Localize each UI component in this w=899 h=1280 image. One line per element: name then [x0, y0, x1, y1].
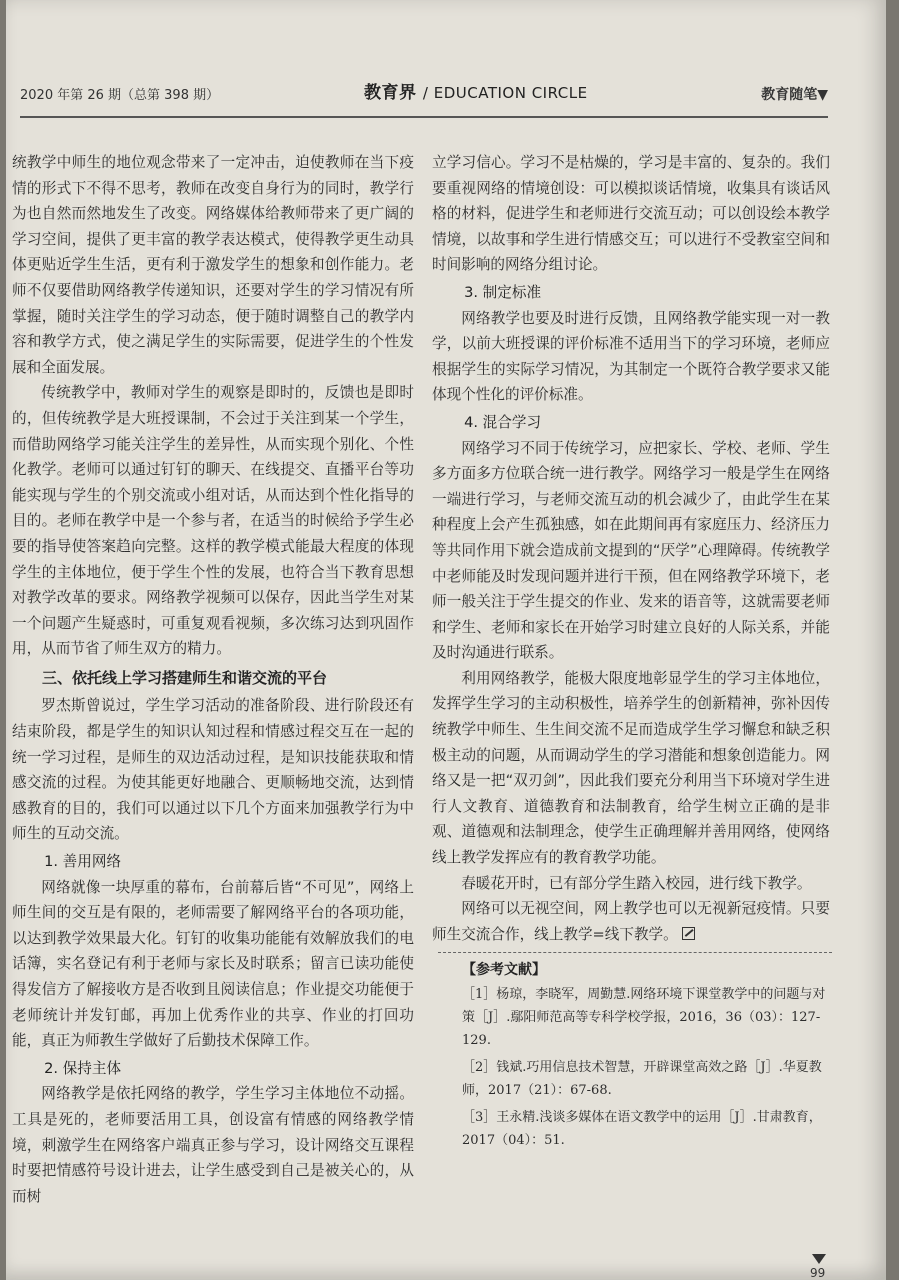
subsection-heading: 1. 善用网络	[44, 853, 122, 871]
subsection-heading: 4. 混合学习	[464, 413, 542, 431]
paragraph	[432, 896, 830, 947]
page-number: 99	[810, 1266, 826, 1280]
header-divider	[20, 116, 828, 118]
paragraph: 立学习信心。学习不是枯燥的，学习是丰富的、复杂的。我们要重视网络的情境创设：可以模拟谈话情境，收集具有谈话风格的材料，促进学生和老师进行交流互动；可以创设绘本教学情境，以故事和学生进行情感交互；可以进行不受教室空间和时间影响的网络分组讨论。	[432, 154, 830, 274]
paragraph: 罗杰斯曾说过，学生学习活动的准备阶段、进行阶段还有结束阶段，都是学生的知识认知过程和情感过程交互在一起的统一学习过程，是师生的双边活动过程，是知识技能获取和情感交流的过程。为使其能更好地融合、更顺畅地交流，达到情感教育的目的，我们可以通过以下几个方面来加强教学行为中师生的互动交流。	[12, 697, 414, 843]
paragraph: 网络就像一块厚重的幕布，台前幕后皆“不可见”，网络上师生间的交互是有限的，老师需要了解网络平台的各项功能，以达到教学效果最大化。钉钉的收集功能能有效解放我们的电话簿，实名登记有利于老师与家长及时联系；留言已读功能使得发信方了解接收方是否收到且阅读信息；作业提交功能便于老师统计并发钉邮，再加上优秀作业的共享、作业的打回功能，真正为师教生学做好了后勤技术保障工作。	[12, 878, 414, 1050]
right-column	[432, 150, 830, 947]
paragraph: 传统教学中，教师对学生的观察是即时的，反馈也是即时的，但传统教学是大班授课制，不会过于关注到某一个学生，而借助网络学习能关注学生的差异性，从而实现个别化、个性化教学。老师可以通过钉钉的聊天、在线提交、直播平台等功能实现与学生的个别交流或小组对话，从而达到个性化指导的目的。老师在教学中是一个参与者，在适当的时候给予学生必要的指导使答案趋向完整。这样的教学模式能最大程度的体现学生的主体地位，便于学生个性的发展，也符合当下教育思想对教学改革的要求。网络教学视频可以保存，因此当学生对某一个问题产生疑惑时，可重复观看视频，多次练习达到巩固作用，从而节省了师生双方的精力。	[12, 384, 414, 658]
magazine-title-en: / EDUCATION CIRCLE	[422, 84, 588, 102]
references-title: 【参考文献】	[462, 962, 546, 978]
reference-item: ［3］王永精.浅谈多媒体在语文教学中的运用［J］.甘肃教育，2017（04）：51.	[462, 1110, 822, 1148]
running-header	[20, 78, 828, 110]
section-label: 教育随笔▼	[761, 87, 828, 103]
magazine-title-cn: 教育界	[364, 83, 417, 103]
page-marker-triangle-icon	[812, 1254, 826, 1264]
end-of-article-icon	[682, 927, 695, 940]
journal-page	[6, 0, 886, 1280]
paragraph: 网络学习不同于传统学习，应把家长、学校、老师、学生多方面多方位联合统一进行教学。网络学习一般是学生在网络一端进行学习，与老师交流互动的机会减少了，由此学生在某种程度上会产生孤独感，如在此期间再有家庭压力、经济压力等共同作用下就会造成前文提到的“厌学”心理障碍。传统教学中老师能及时发现问题并进行干预，但在网络教学环境下，老师一般关注于学生提交的作业、发来的语音等，这就需要老师和学生、老师和家长在开始学习时建立良好的人际关系，并能及时沟通进行联系。	[432, 439, 830, 662]
references-box	[438, 952, 832, 1185]
magazine-title	[364, 78, 588, 103]
paragraph: 利用网络教学，能极大限度地彰显学生的学习主体地位，发挥学生学习的主动积极性，培养学生的创新精神，弥补因传统教学中师生、生生间交流不足而造成学生学习懈怠和缺乏积极主动的问题，从而调动学生的学习潜能和想象创造能力。网络又是一把“双刃剑”，因此我们要充分利用当下环境对学生进行人文教育、道德教育和法制教育，给学生树立正确的是非观、道德观和法制理念，使学生正确理解并善用网络，使网络线上教学发挥应有的教育教学功能。	[432, 669, 830, 867]
reference-item: ［2］钱斌.巧用信息技术智慧，开辟课堂高效之路［J］.华夏教师，2017（21）：67-68.	[462, 1060, 822, 1098]
section-heading: 三、依托线上学习搭建师生和谐交流的平台	[42, 668, 328, 687]
subsection-heading: 3. 制定标准	[464, 283, 542, 301]
issue-label: 2020 年第 26 期（总第 398 期）	[20, 88, 220, 103]
paragraph: 统教学中师生的地位观念带来了一定冲击，迫使教师在当下疫情的形式下不得不思考，教师在改变自身行为的同时，教学行为也自然而然地发生了改变。网络媒体给教师带来了更广阔的学习空间，提供了更丰富的教学表达模式，使得教学更生动具体更贴近学生生活，更有利于激发学生的想象和创作能力。老师不仅要借助网络教学传递知识，还要对学生的学习情况有所掌握，随时关注学生的学习动态，便于随时调整自己的教学内容和教学方式，使之满足学生的实际需要，促进学生的个性发展和全面发展。	[12, 154, 414, 376]
closing-text: 网络可以无视空间，网上教学也可以无视新冠疫情。只要师生交流合作，线上教学=线下教学。	[432, 900, 830, 943]
left-column	[12, 150, 414, 1209]
paragraph: 网络教学也要及时进行反馈，且网络教学能实现一对一教学，以前大班授课的评价标准不适用当下的学习环境，老师应根据学生的实际学习情况，为其制定一个既符合教学要求又能体现个性化的评价标准。	[432, 309, 830, 404]
subsection-heading: 2. 保持主体	[44, 1059, 122, 1077]
paragraph: 春暖花开时，已有部分学生踏入校园，进行线下教学。	[461, 874, 812, 892]
reference-item: ［1］杨琼，李晓军，周勤慧.网络环境下课堂教学中的问题与对策［J］.鄢阳师范高等专科学校学报，2016，36（03）：127-129.	[462, 987, 826, 1048]
paragraph: 网络教学是依托网络的教学，学生学习主体地位不动摇。工具是死的，老师要活用工具，创设富有情感的网络教学情境，刺激学生在网络客户端真正参与学习，设计网络交互课程时要把情感符号设计进去，让学生感受到自己是被关心的，从而树	[12, 1085, 414, 1205]
